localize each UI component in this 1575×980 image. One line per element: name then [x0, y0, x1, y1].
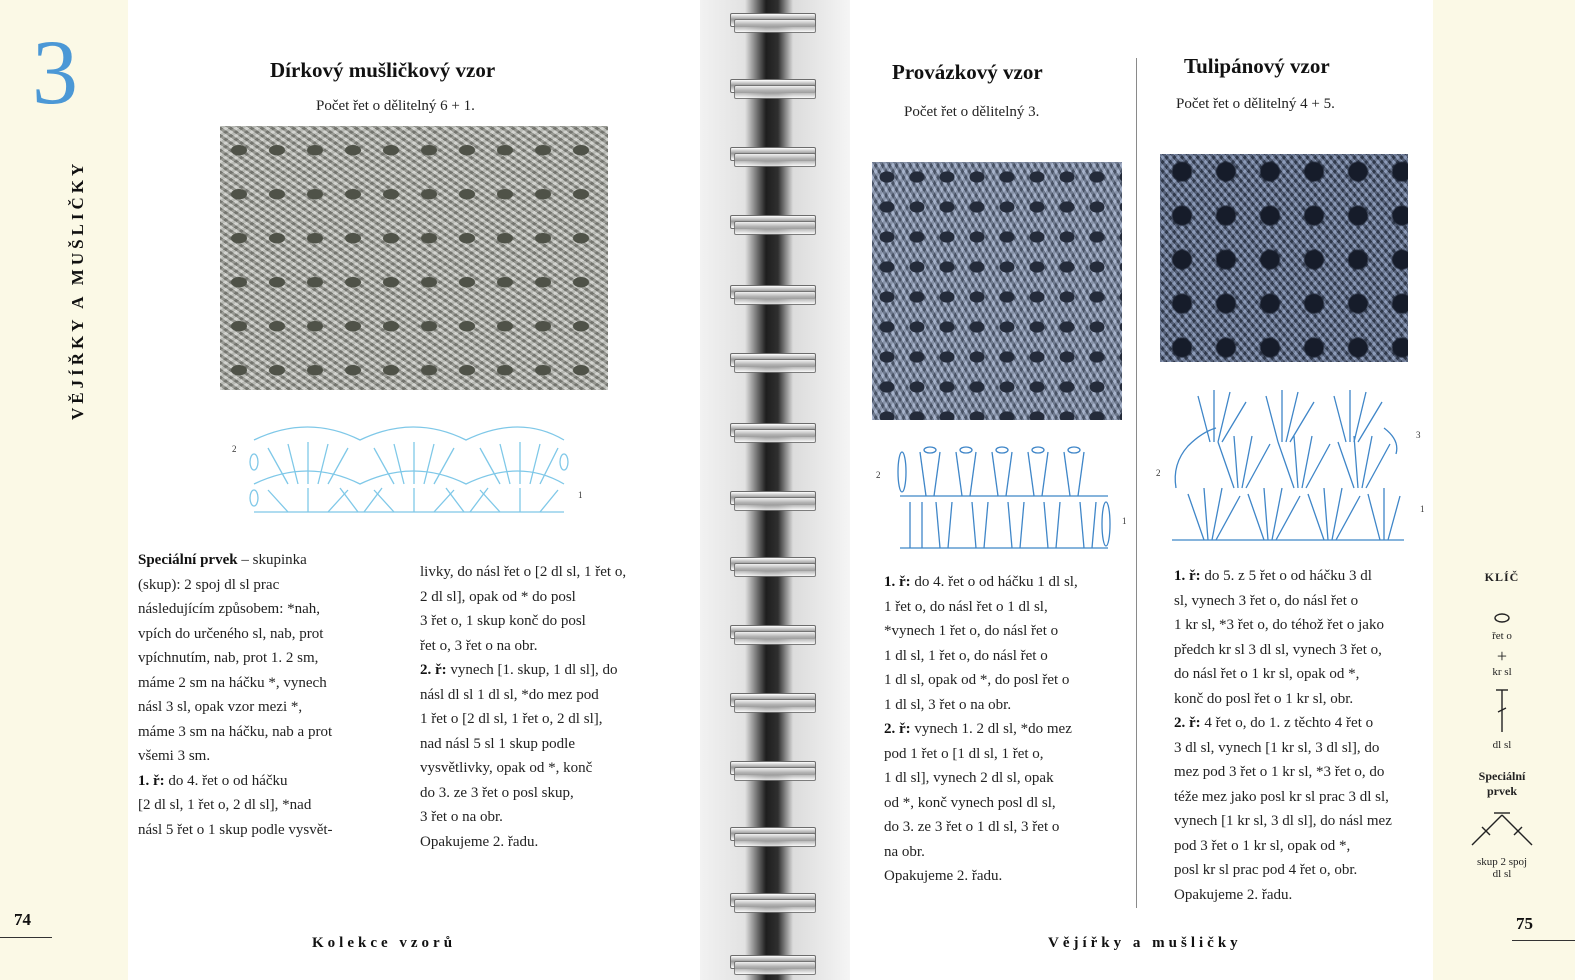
- spiral-ring: [724, 8, 824, 32]
- text-line: 1 kr sl, *3 řet o, do téhož řet o jako: [1174, 617, 1384, 633]
- text-line: do 3. ze 3 řet o posl skup,: [420, 784, 574, 801]
- spiral-ring: [724, 688, 824, 712]
- crochet-swatch-photo: [872, 162, 1122, 420]
- text-line: násl dl sl 1 dl sl, *do mez pod: [420, 686, 599, 703]
- text-line: do 4. řet o od háčku: [164, 772, 288, 789]
- instructions-column-4: [1174, 564, 1392, 907]
- spiral-ring: [724, 822, 824, 846]
- text-line: do 3. ze 3 řet o 1 dl sl, 3 řet o: [884, 819, 1060, 835]
- text-line: 3 dl sl, vynech [1 kr sl, 3 dl sl], do: [1174, 739, 1380, 756]
- stitch-count: Počet řet o dělitelný 6 + 1.: [316, 98, 475, 114]
- text-line: pod 3 řet o 1 kr sl, opak od *,: [1174, 837, 1351, 854]
- spiral-ring: [724, 486, 824, 510]
- row-1-label: 1. ř:: [884, 574, 911, 590]
- cluster-stitch-label-2: dl sl: [1492, 868, 1512, 880]
- pattern-title: Tulipánový vzor: [1184, 54, 1330, 78]
- row-1-label: 1. ř:: [138, 772, 165, 789]
- row-2-label: 2. ř:: [884, 721, 911, 737]
- spiral-ring: [724, 210, 824, 234]
- row-2-label: 2. ř:: [420, 662, 447, 678]
- stitch-count: Počet řet o dělitelný 3.: [904, 104, 1040, 120]
- diagram-row-label: 2: [876, 470, 881, 480]
- spiral-ring: [724, 74, 824, 98]
- text-line: 1 řet o, do násl řet o 1 dl sl,: [884, 598, 1048, 615]
- chain-stitch-label: řet o: [1492, 630, 1512, 642]
- spiral-ring: [724, 418, 824, 442]
- diagram-row-label: 1: [1420, 504, 1425, 514]
- single-crochet-icon: +: [1496, 646, 1508, 666]
- text-line: sl, vynech 3 řet o, do násl řet o: [1174, 592, 1359, 609]
- spiral-ring: [724, 756, 824, 780]
- cluster-stitch-label: skup 2 spoj: [1476, 856, 1528, 868]
- text-line: máme 3 sm na háčku, nab a prot: [138, 723, 333, 740]
- stitch-count: Počet řet o dělitelný 4 + 5.: [1176, 96, 1335, 112]
- text-line: Opakujeme 2. řadu.: [1174, 886, 1293, 903]
- text-line: vynech [1 kr sl, 3 dl sl], do násl mez: [1174, 813, 1392, 829]
- text-line: násl 3 sl, opak vzor mezi *,: [138, 699, 303, 715]
- footer-right: Vějířky a mušličky: [1048, 935, 1242, 951]
- text-line: – skupinka: [237, 552, 307, 568]
- double-crochet-label: dl sl: [1492, 739, 1512, 751]
- spiral-ring: [724, 348, 824, 372]
- spiral-ring: [724, 142, 824, 166]
- text-line: předch kr sl 3 dl sl, vynech 3 řet o,: [1174, 641, 1382, 658]
- text-line: vynech [1. skup, 1 dl sl], do: [446, 662, 618, 678]
- text-line: následujícím způsobem: *nah,: [138, 601, 321, 617]
- spiral-ring: [724, 552, 824, 576]
- spiral-ring: [724, 280, 824, 304]
- page-number-rule: [0, 937, 52, 938]
- special-element-key-title-2: prvek: [1487, 784, 1517, 798]
- text-line: 1 dl sl], vynech 2 dl sl, opak: [884, 770, 1054, 786]
- text-line: vpích do určeného sl, nab, prot: [138, 625, 324, 642]
- crochet-swatch-photo: [1160, 154, 1408, 362]
- instructions-column-3: [884, 570, 1078, 889]
- text-line: *vynech 1 řet o, do násl řet o: [884, 623, 1059, 639]
- page-number-left: 74: [14, 910, 31, 929]
- text-line: Opakujeme 2. řadu.: [420, 833, 539, 850]
- page-number-right: 75: [1516, 914, 1533, 933]
- diagram-row-label: 2: [1156, 468, 1161, 478]
- pattern-title: Dírkový mušličkový vzor: [270, 58, 496, 82]
- chapter-side-title: VĚJÍŘKY A MUŠLIČKY: [68, 159, 87, 420]
- text-line: 3 řet o na obr.: [420, 809, 503, 825]
- single-crochet-label: kr sl: [1492, 666, 1512, 678]
- special-element-heading: Speciální prvek: [138, 552, 238, 568]
- stitch-key: [1462, 570, 1542, 880]
- text-line: do 5. z 5 řet o od háčku 3 dl: [1200, 568, 1372, 584]
- diagram-row-label: 2: [232, 444, 237, 454]
- row-2-label: 2. ř:: [1174, 715, 1201, 731]
- text-line: 4 řet o, do 1. z těchto 4 řet o: [1200, 715, 1374, 731]
- footer-left: Kolekce vzorů: [312, 935, 457, 951]
- text-line: pod 1 řet o [1 dl sl, 1 řet o,: [884, 745, 1044, 762]
- pattern-title: Provázkový vzor: [892, 60, 1043, 84]
- text-line: konč do posl řet o 1 kr sl, obr.: [1174, 690, 1354, 707]
- text-line: 2 dl sl], opak od * do posl: [420, 588, 576, 605]
- text-line: 1 dl sl, 3 řet o na obr.: [884, 696, 1012, 713]
- key-title: KLÍČ: [1484, 570, 1520, 584]
- diagram-row-label: 3: [1416, 430, 1421, 440]
- text-line: 1 dl sl, 1 řet o, do násl řet o: [884, 647, 1048, 664]
- spiral-ring: [724, 888, 824, 912]
- text-line: máme 2 sm na háčku *, vynech: [138, 674, 327, 691]
- text-line: livky, do násl řet o [2 dl sl, 1 řet o,: [420, 564, 627, 580]
- text-line: všemi 3 sm.: [138, 748, 211, 764]
- spiral-ring: [724, 950, 824, 974]
- crochet-chart-diagram: [248, 412, 570, 524]
- instructions-column-2: [420, 560, 626, 854]
- diagram-row-label: 1: [1122, 516, 1127, 526]
- text-line: do násl řet o 1 kr sl, opak od *,: [1174, 666, 1360, 682]
- column-divider: [1136, 58, 1137, 908]
- text-line: 1 řet o [2 dl sl, 1 řet o, 2 dl sl],: [420, 711, 603, 727]
- text-line: do 4. řet o od háčku 1 dl sl,: [910, 574, 1078, 590]
- text-line: 3 řet o, 1 skup konč do posl: [420, 613, 586, 629]
- double-crochet-icon: [1492, 688, 1512, 734]
- text-line: na obr.: [884, 843, 925, 860]
- text-line: řet o, 3 řet o na obr.: [420, 637, 538, 654]
- left-margin-band: [0, 0, 128, 980]
- text-line: vpíchnutím, nab, prot 1. 2 sm,: [138, 650, 319, 666]
- crochet-chart-diagram: [896, 444, 1112, 554]
- text-line: posl kr sl prac pod 4 řet o, obr.: [1174, 862, 1358, 878]
- diagram-row-label: 1: [578, 490, 583, 500]
- text-line: téže mez jako posl kr sl prac 3 dl sl,: [1174, 788, 1389, 805]
- text-line: mez pod 3 řet o 1 kr sl, *3 řet o, do: [1174, 764, 1385, 780]
- text-line: [2 dl sl, 1 řet o, 2 dl sl], *nad: [138, 797, 312, 813]
- text-line: Opakujeme 2. řadu.: [884, 868, 1003, 884]
- cluster-stitch-icon: [1464, 805, 1540, 851]
- text-line: vynech 1. 2 dl sl, *do mez: [910, 721, 1072, 737]
- text-line: (skup): 2 spoj dl sl prac: [138, 576, 280, 593]
- text-line: nad násl 5 sl 1 skup podle: [420, 735, 575, 752]
- special-element-key-title: Speciální: [1478, 769, 1526, 783]
- chain-stitch-icon: [1492, 611, 1512, 625]
- text-line: násl 5 řet o 1 skup podle vysvět-: [138, 821, 333, 838]
- text-line: 1 dl sl, opak od *, do posl řet o: [884, 672, 1070, 688]
- crochet-swatch-photo: [220, 126, 608, 390]
- row-1-label: 1. ř:: [1174, 568, 1201, 584]
- spiral-ring: [724, 620, 824, 644]
- instructions-column-1: [138, 548, 333, 842]
- page-number-rule: [1512, 940, 1575, 941]
- text-line: od *, konč vynech posl dl sl,: [884, 794, 1056, 811]
- crochet-chart-diagram: [1168, 384, 1408, 548]
- text-line: vysvětlivky, opak od *, konč: [420, 760, 593, 776]
- chapter-number: 3: [32, 21, 78, 123]
